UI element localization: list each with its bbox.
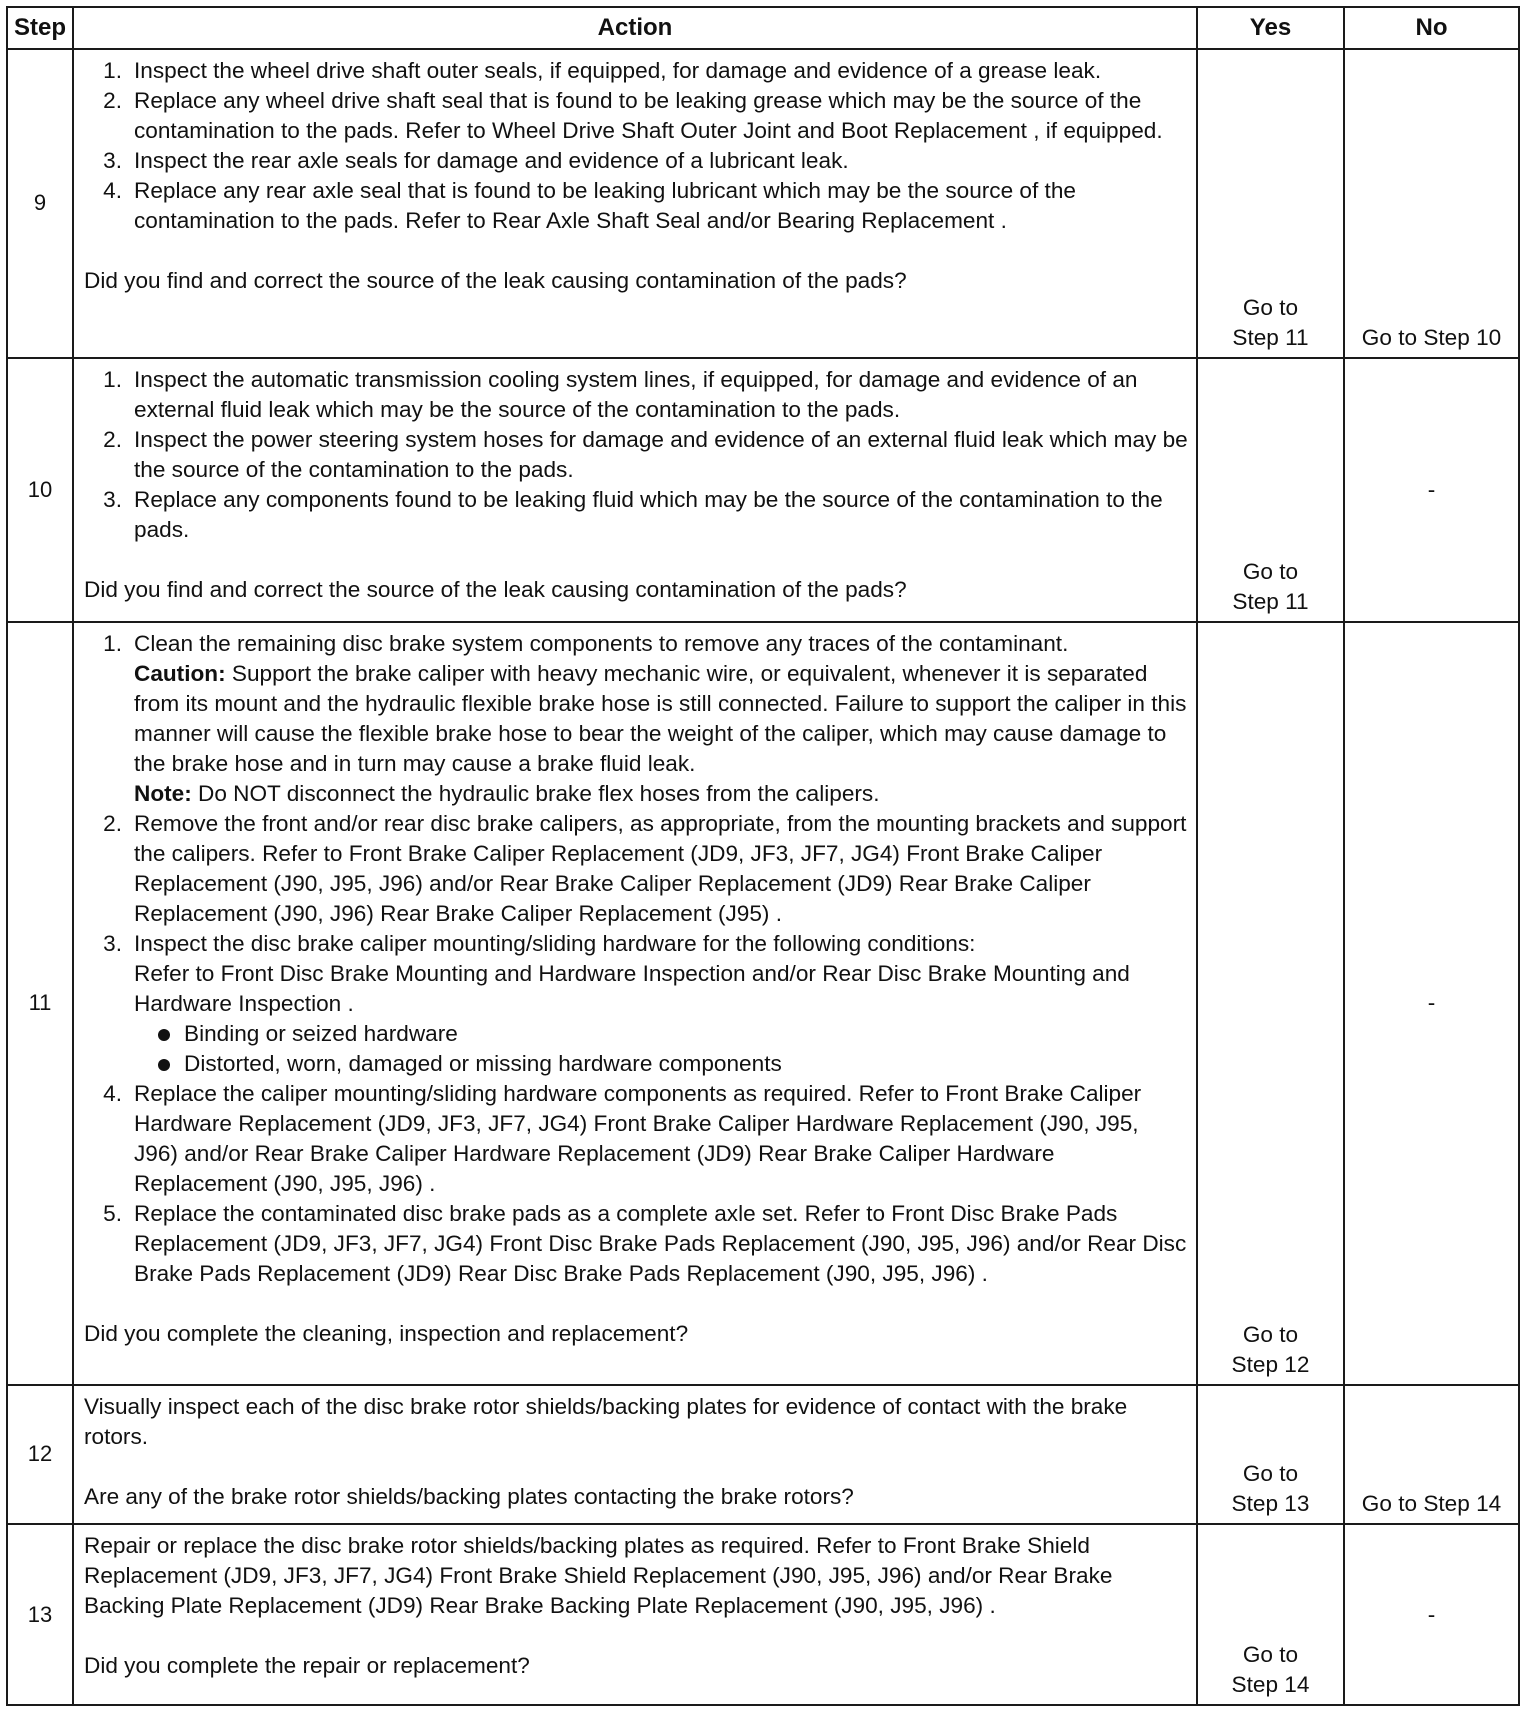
- question-text: Are any of the brake rotor shields/backing plates contacting the brake rotors?: [84, 1483, 854, 1509]
- yes-step-link: Step 11: [1232, 324, 1309, 350]
- header-row: [7, 7, 1519, 49]
- caution-label: Caution:: [134, 660, 226, 686]
- step-number: 9: [7, 49, 73, 358]
- bullet-icon: [158, 1059, 170, 1071]
- action-list: [84, 365, 1188, 545]
- question-text: Did you complete the repair or replacement?: [84, 1653, 530, 1679]
- no-cell: -: [1344, 358, 1519, 622]
- caution-block: Caution: Support the brake caliper with heavy mechanic wire, or equivalent, whenever it is separated from its mount and the hydraulic flexible brake hose is still connected. Failure to support the caliper in this manner will cause the flexible brake hose to bear the weight of the caliper, which may cause damage to the brake hose and in turn may cause a brake fluid leak.: [134, 660, 1187, 776]
- yes-cell: [1197, 622, 1344, 1385]
- action-cell: [73, 622, 1197, 1385]
- condition-list: [134, 1019, 1188, 1079]
- list-item: 2. Inspect the power steering system hoses for damage and evidence of an external fluid leak which may be the source of the contamination to the pads.: [103, 426, 1188, 482]
- list-item: 5. Replace the contaminated disc brake pads as a complete axle set. Refer to Front Disc Brake Pads Replacement (JD9, JF3, JF7, JG4) Front Disc Brake Pads Replacement (J90, J95, J96) and/or Rear Disc Brake Pads Replacement (JD9) Rear Disc Brake Pads Replacement (J90, J95, J96) .: [103, 1200, 1187, 1286]
- yes-go-to: Go to: [1242, 294, 1299, 320]
- yes-step-link: Step 12: [1231, 1351, 1310, 1377]
- action-cell: [73, 1524, 1197, 1705]
- table-row-step-9: [7, 49, 1519, 358]
- bullet-icon: [158, 1029, 170, 1041]
- list-item: 3. Replace any components found to be leaking fluid which may be the source of the contamination to the pads.: [103, 486, 1163, 542]
- yes-step-link: Step 11: [1232, 588, 1309, 614]
- action-text: Repair or replace the disc brake rotor shields/backing plates as required. Refer to Front Brake Shield Replacement (JD9, JF3, JF7, JG4) Front Brake Shield Replacement (J90, J95, J96) and/or Rear Brake Backing Plate Replacement (JD9) Rear Brake Backing Plate Replacement (J90, J95, J96) .: [84, 1533, 1113, 1619]
- list-item: 1. Clean the remaining disc brake system components to remove any traces of the contaminant. Caution: Support the brake caliper with heavy mechanic wire, or equivalent, whenever it is separated from its mount and the hydraulic flexible brake hose is still connected. Failure to support the caliper in this manner will cause the flexible brake hose to bear the weight of the caliper, which may cause damage to the brake hose and in turn may cause a brake fluid leak. Note: Do NOT disconnect the hydraulic brake flex hoses from the calipers.: [134, 629, 1188, 809]
- header-no: No: [1344, 7, 1519, 49]
- no-cell: Go to Step 10: [1344, 49, 1519, 358]
- step-number: 12: [7, 1385, 73, 1524]
- question-text: Did you find and correct the source of the leak causing contamination of the pads?: [84, 576, 907, 602]
- no-cell: -: [1344, 1524, 1519, 1705]
- no-cell: -: [1344, 622, 1519, 1385]
- yes-step-link: Step 14: [1231, 1672, 1310, 1697]
- table-row-step-12: [7, 1385, 1519, 1524]
- action-list: [84, 629, 1188, 1289]
- step-number: 13: [7, 1524, 73, 1705]
- action-list: [84, 56, 1188, 236]
- table-row-step-10: [7, 358, 1519, 622]
- action-text: Visually inspect each of the disc brake rotor shields/backing plates for evidence of contact with the brake rotors.: [84, 1393, 1128, 1449]
- question-text: Did you find and correct the source of the leak causing contamination of the pads?: [84, 268, 907, 293]
- action-cell: [73, 1385, 1197, 1524]
- yes-cell: [1197, 49, 1344, 358]
- note-label: Note:: [134, 780, 192, 806]
- header-step: Step: [7, 7, 73, 49]
- yes-step-link: Step 13: [1231, 1491, 1310, 1517]
- step-number: 10: [7, 358, 73, 622]
- yes-go-to: Go to: [1242, 558, 1299, 584]
- reference-text: Refer to Front Disc Brake Mounting and Hardware Inspection and/or Rear Disc Brake Mounting and Hardware Inspection .: [134, 960, 1130, 1016]
- list-item: 3. Inspect the disc brake caliper mounting/sliding hardware for the following conditions: Refer to Front Disc Brake Mounting and Hardware Inspection and/or Rear Disc Brake Mounting and Hardware Inspection . Binding or seized hardware Distorted, worn, damaged or missing hardware components: [134, 929, 1188, 1079]
- list-item: 4. Replace the caliper mounting/sliding hardware components as required. Refer to Front Brake Caliper Hardware Replacement (JD9, JF3, JF7, JG4) Front Brake Caliper Hardware Replacement (J90, J95, J96) and/or Rear Brake Caliper Hardware Replacement (JD9) Rear Brake Caliper Hardware Replacement (J90, J95, J96) .: [103, 1080, 1142, 1196]
- note-block: Note: Do NOT disconnect the hydraulic brake flex hoses from the calipers.: [134, 780, 880, 806]
- action-cell: [73, 358, 1197, 622]
- bullet-item: Binding or seized hardware: [184, 1019, 1188, 1049]
- action-cell: [73, 49, 1197, 358]
- no-cell: Go to Step 14: [1344, 1385, 1519, 1524]
- list-item: 3. Inspect the rear axle seals for damage and evidence of a lubricant leak.: [103, 148, 849, 173]
- yes-cell: [1197, 358, 1344, 622]
- list-item: 2. Replace any wheel drive shaft seal that is found to be leaking grease which may be the source of the contamination to the pads. Refer to Wheel Drive Shaft Outer Joint and Boot Replacement , if equipped.: [103, 88, 1163, 143]
- bullet-item: Distorted, worn, damaged or missing hardware components: [184, 1049, 1188, 1079]
- table-row-step-13: [7, 1524, 1519, 1705]
- question-text: Did you complete the cleaning, inspection and replacement?: [84, 1320, 689, 1346]
- list-item: 2. Remove the front and/or rear disc brake calipers, as appropriate, from the mounting brackets and support the calipers. Refer to Front Brake Caliper Replacement (JD9, JF3, JF7, JG4) Front Brake Caliper Replacement (J90, J95, J96) and/or Rear Brake Caliper Replacement (JD9) Rear Brake Caliper Replacement (J90, J96) Rear Brake Caliper Replacement (J95) .: [103, 810, 1187, 926]
- header-action: Action: [73, 7, 1197, 49]
- diagnostic-table: [6, 6, 1520, 1706]
- list-item: 4. Replace any rear axle seal that is found to be leaking lubricant which may be the source of the contamination to the pads. Refer to Rear Axle Shaft Seal and/or Bearing Replacement .: [103, 178, 1076, 233]
- yes-cell: [1197, 1385, 1344, 1524]
- yes-go-to: Go to: [1242, 1321, 1299, 1347]
- yes-go-to: Go to: [1242, 1461, 1299, 1487]
- table-row-step-11: [7, 622, 1519, 1385]
- yes-go-to: Go to: [1242, 1642, 1299, 1667]
- list-item: 1. Inspect the automatic transmission cooling system lines, if equipped, for damage and evidence of an external fluid leak which may be the source of the contamination to the pads.: [103, 366, 1138, 422]
- list-item: 1. Inspect the wheel drive shaft outer seals, if equipped, for damage and evidence of a grease leak.: [103, 58, 1102, 83]
- header-yes: Yes: [1197, 7, 1344, 49]
- yes-cell: [1197, 1524, 1344, 1705]
- step-number: 11: [7, 622, 73, 1385]
